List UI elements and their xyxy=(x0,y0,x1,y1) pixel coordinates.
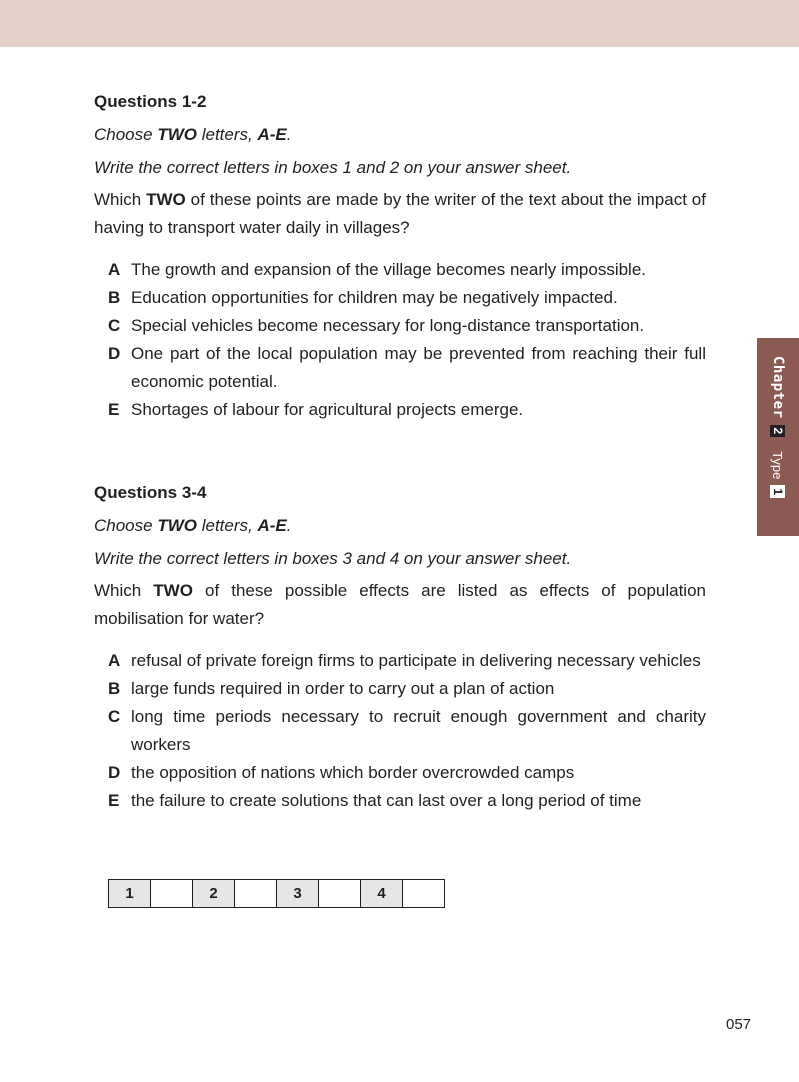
box-number: 2 xyxy=(193,880,235,908)
option-item xyxy=(94,284,706,312)
top-header-band xyxy=(0,0,799,47)
option-item xyxy=(94,759,706,787)
questions-3-4-section xyxy=(94,481,706,815)
option-letter: A xyxy=(108,651,121,670)
option-text: The growth and expansion of the village becomes nearly impossible. xyxy=(131,260,647,279)
section-title: Questions 3-4 xyxy=(94,483,207,502)
question-part: Which xyxy=(94,190,147,209)
write-instruction: Write the correct letters in boxes 3 and 4 on your answer sheet. xyxy=(94,549,572,568)
option-letter: B xyxy=(108,288,121,307)
question-part: Which xyxy=(94,581,154,600)
chapter-tab-label xyxy=(757,338,799,536)
chapter-number: 2 xyxy=(771,425,786,438)
option-item xyxy=(94,675,706,703)
type-number: 1 xyxy=(771,485,786,498)
answer-boxes xyxy=(108,879,445,908)
question-two: TWO xyxy=(153,581,193,600)
write-instruction: Write the correct letters in boxes 1 and 2 on your answer sheet. xyxy=(94,158,572,177)
option-item xyxy=(94,396,706,424)
option-letter: B xyxy=(108,679,121,698)
option-text: Special vehicles become necessary for long-distance transportation. xyxy=(131,316,645,335)
chapter-side-tab xyxy=(757,338,799,536)
option-text: One part of the local population may be prevented from reaching their full economic potential. xyxy=(131,344,706,391)
instr-text: . xyxy=(286,516,292,535)
chapter-label: Chapter xyxy=(770,356,786,419)
instr-two: TWO xyxy=(157,125,197,144)
option-item xyxy=(94,340,706,396)
main-content xyxy=(94,90,706,815)
option-text: the failure to create solutions that can last over a long period of time xyxy=(131,791,642,810)
choose-instruction xyxy=(94,123,706,147)
option-letter: E xyxy=(108,791,120,810)
type-label: Type xyxy=(770,451,786,480)
option-letter: C xyxy=(108,707,121,726)
option-letter: C xyxy=(108,316,121,335)
page-number: 057 xyxy=(726,1016,752,1033)
instr-text: Choose xyxy=(94,516,158,535)
option-item xyxy=(94,787,706,815)
option-letter: D xyxy=(108,344,121,363)
answer-box[interactable] xyxy=(235,880,277,908)
question-text xyxy=(94,577,706,633)
questions-1-2-section xyxy=(94,90,706,424)
choose-instruction xyxy=(94,514,706,538)
option-text: the opposition of nations which border overcrowded camps xyxy=(131,763,575,782)
instr-two: TWO xyxy=(157,516,197,535)
question-part: of these points are made by the writer of the text about the impact of having to transport water daily in villages? xyxy=(94,190,706,237)
option-item xyxy=(94,312,706,340)
answer-box[interactable] xyxy=(151,880,193,908)
instr-range: A-E xyxy=(257,516,287,535)
section-title: Questions 1-2 xyxy=(94,92,207,111)
option-text: large funds required in order to carry out a plan of action xyxy=(131,679,555,698)
box-number: 1 xyxy=(109,880,151,908)
question-text xyxy=(94,186,706,242)
option-letter: E xyxy=(108,400,120,419)
option-letter: A xyxy=(108,260,121,279)
option-item xyxy=(94,703,706,759)
option-list xyxy=(94,256,706,424)
instr-text: letters, xyxy=(196,516,258,535)
instr-range: A-E xyxy=(257,125,287,144)
instr-text: . xyxy=(286,125,292,144)
question-two: TWO xyxy=(146,190,186,209)
box-number: 4 xyxy=(361,880,403,908)
option-letter: D xyxy=(108,763,121,782)
option-text: Shortages of labour for agricultural projects emerge. xyxy=(131,400,524,419)
option-text: refusal of private foreign firms to participate in delivering necessary vehicles xyxy=(131,651,701,670)
option-item xyxy=(94,256,706,284)
option-text: long time periods necessary to recruit enough government and charity workers xyxy=(131,707,706,754)
option-item xyxy=(94,647,706,675)
instr-text: letters, xyxy=(196,125,258,144)
answer-box[interactable] xyxy=(319,880,361,908)
option-text: Education opportunities for children may be negatively impacted. xyxy=(131,288,618,307)
instr-text: Choose xyxy=(94,125,158,144)
answer-box[interactable] xyxy=(403,880,445,908)
option-list xyxy=(94,647,706,815)
question-part: of these possible effects are listed as effects of population mobilisation for water? xyxy=(94,581,706,628)
box-number: 3 xyxy=(277,880,319,908)
